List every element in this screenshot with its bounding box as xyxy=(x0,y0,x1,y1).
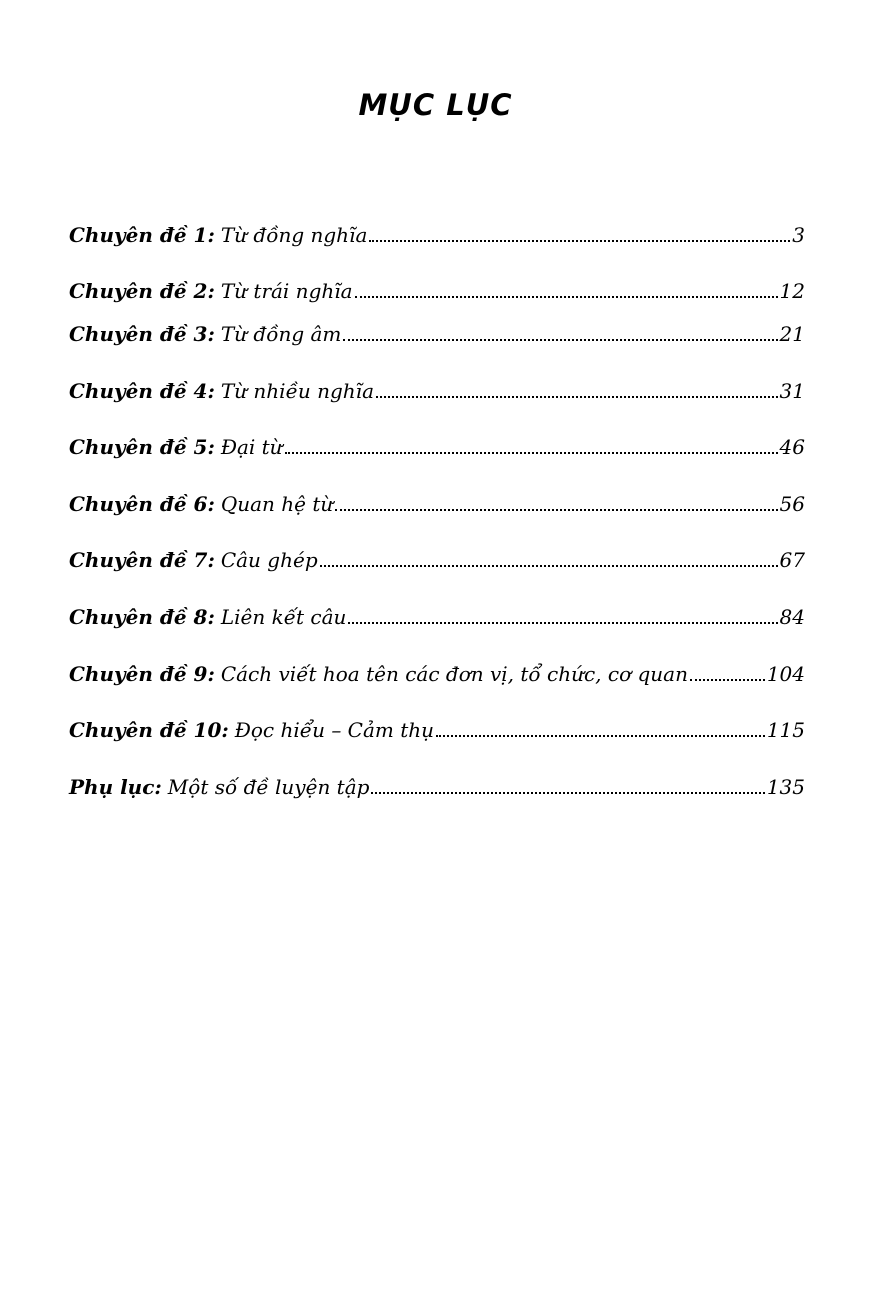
toc-entry-label: Chuyên đề 3: xyxy=(69,322,215,346)
toc-entry-8 xyxy=(69,604,805,630)
toc-entry-page: 21 xyxy=(779,322,805,346)
toc-entry-2 xyxy=(69,278,805,304)
toc-entry-title: Một số đề luyện tập xyxy=(167,775,370,799)
toc-entry-label: Chuyên đề 8: xyxy=(69,605,215,629)
toc-entry-7 xyxy=(69,547,805,573)
toc-entry-label: Chuyên đề 6: xyxy=(69,492,215,516)
dot-leader xyxy=(690,667,765,687)
toc-entry-title: Đọc hiểu – Cảm thụ xyxy=(234,718,435,742)
toc-entry-1 xyxy=(69,222,805,248)
toc-entry-page: 46 xyxy=(779,435,805,459)
toc-entry-page: 3 xyxy=(792,223,805,247)
dot-leader xyxy=(371,780,764,800)
toc-entry-6 xyxy=(69,491,805,517)
dot-leader xyxy=(285,440,778,460)
toc-entry-page: 115 xyxy=(766,718,805,742)
toc-entry-10 xyxy=(69,717,805,743)
toc-entry-page: 84 xyxy=(779,605,805,629)
toc-entry-title: Liên kết câu xyxy=(220,605,347,629)
toc-entry-label: Chuyên đề 1: xyxy=(69,223,215,247)
toc-entry-page: 104 xyxy=(766,662,805,686)
toc-entry-page: 31 xyxy=(779,379,805,403)
dot-leader xyxy=(320,553,778,573)
dot-leader xyxy=(376,384,778,404)
dot-leader xyxy=(343,327,777,347)
page-title: MỤC LỤC xyxy=(358,88,513,122)
toc-entry-3 xyxy=(69,321,805,347)
dot-leader xyxy=(436,723,765,743)
toc-entry-page: 135 xyxy=(766,775,805,799)
dot-leader xyxy=(335,497,777,517)
toc-entry-page: 56 xyxy=(779,492,805,516)
toc-entry-title: Quan hệ từ xyxy=(220,492,334,516)
toc-entry-label: Chuyên đề 2: xyxy=(69,279,215,303)
toc-entry-4 xyxy=(69,378,805,404)
dot-leader xyxy=(348,610,777,630)
toc-entry-label: Chuyên đề 5: xyxy=(69,435,215,459)
toc-entry-title: Câu ghép xyxy=(220,548,318,572)
toc-entry-9 xyxy=(69,661,805,687)
toc-entry-title: Đại từ xyxy=(220,435,283,459)
toc-entry-page: 12 xyxy=(779,279,805,303)
dot-leader xyxy=(355,284,778,304)
toc-entry-label: Chuyên đề 7: xyxy=(69,548,215,572)
dot-leader xyxy=(369,228,790,248)
toc-entry-5 xyxy=(69,434,805,460)
toc-entry-label: Phụ lục: xyxy=(69,775,162,799)
toc-entry-title: Từ đồng nghĩa xyxy=(220,223,368,247)
toc-entry-label: Chuyên đề 9: xyxy=(69,662,215,686)
toc-entry-title: Cách viết hoa tên các đơn vị, tổ chức, cơ quan xyxy=(220,662,688,686)
toc-entry-page: 67 xyxy=(779,548,805,572)
toc-entry-title: Từ nhiều nghĩa xyxy=(220,379,374,403)
toc-entry-title: Từ đồng âm xyxy=(220,322,342,346)
toc-entry-appendix xyxy=(69,774,805,800)
toc-entry-label: Chuyên đề 4: xyxy=(69,379,215,403)
toc-entry-label: Chuyên đề 10: xyxy=(69,718,229,742)
toc-entry-title: Từ trái nghĩa xyxy=(220,279,353,303)
